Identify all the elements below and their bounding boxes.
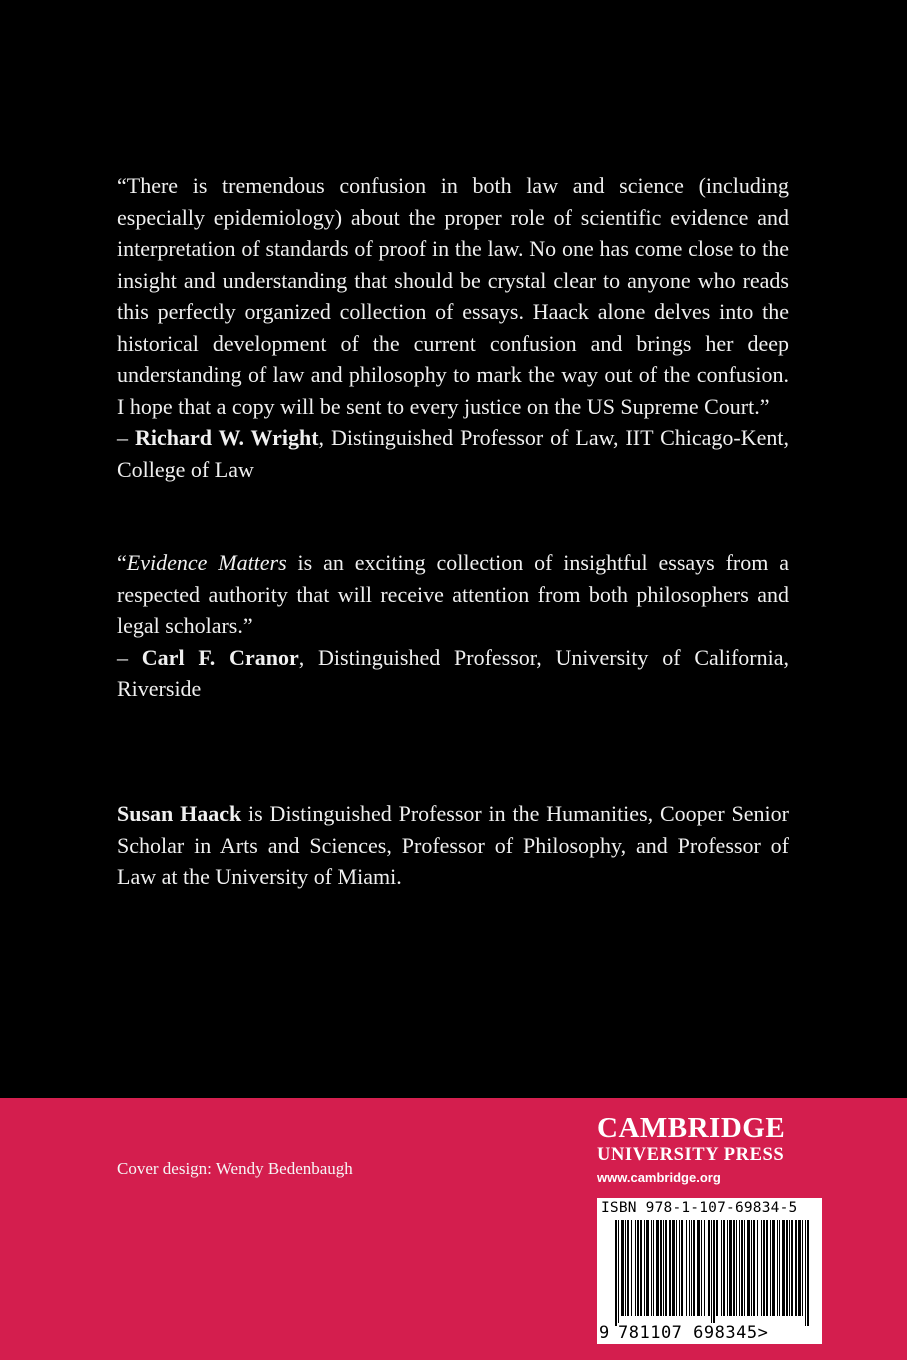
quote-2-affiliation: , Distinguished Professor, University of California, Riverside: [117, 644, 790, 701]
barcode-bar: [637, 1220, 639, 1316]
barcode-bars-icon: [597, 1220, 822, 1326]
barcode-bar: [625, 1220, 626, 1316]
barcode-bar: [729, 1220, 732, 1316]
isbn-label: ISBN 978-1-107-69834-5: [601, 1200, 798, 1216]
publisher-subtitle: UNIVERSITY PRESS: [597, 1145, 785, 1165]
barcode-bar: [757, 1220, 758, 1316]
barcode-bar: [686, 1220, 687, 1316]
quote-2-body: is an exciting collection of insightful essays from a respected authority that will receive attention from both philosophers and legal scholars.”: [117, 550, 789, 638]
barcode-bar: [721, 1220, 722, 1316]
barcode-bar: [669, 1220, 671, 1316]
barcode-bar: [660, 1220, 662, 1316]
barcode-first-digit: 9: [599, 1323, 610, 1343]
barcode-bar: [802, 1220, 803, 1316]
barcode-bar: [701, 1220, 702, 1316]
barcode-bar: [672, 1220, 675, 1316]
barcode-bar: [640, 1220, 642, 1316]
barcode-bar: [713, 1220, 715, 1326]
barcode-bar: [644, 1220, 645, 1316]
barcode-bar: [739, 1220, 740, 1316]
barcode-bar: [676, 1220, 677, 1316]
quote-2-dash: –: [117, 644, 142, 670]
barcode-bar: [786, 1220, 788, 1316]
barcode-bar: [736, 1220, 737, 1316]
quote-2-attribution: [117, 642, 789, 705]
barcode-bar: [770, 1220, 771, 1316]
barcode-bar: [795, 1220, 797, 1316]
barcode-bar: [798, 1220, 801, 1316]
endorsement-quote-1: [117, 170, 789, 485]
quote-1-text: “There is tremendous confusion in both law and science (including especially epidemiology) about the proper role of scientific evidence and interpretation of standards of proof in the law. No one has come close to the insight and understanding that should be crystal clear to anyone who reads this perfectly organized collection of essays. Haack alone delves into the historical development of the current confusion and brings her deep understanding of law and philosophy to mark the way out of the confusion. I hope that a copy will be sent to every justice on the US Supreme Court.”: [117, 173, 789, 419]
barcode-bar: [772, 1220, 775, 1316]
barcode-bar: [733, 1220, 735, 1316]
quote-1-dash: –: [117, 425, 135, 450]
barcode-bar: [681, 1220, 683, 1316]
barcode-bar: [747, 1220, 750, 1316]
barcode-bar: [663, 1220, 664, 1316]
barcode-bar: [653, 1220, 654, 1316]
barcode-bar: [679, 1220, 680, 1316]
barcode-bar: [782, 1220, 785, 1316]
quote-2-text: [117, 547, 789, 642]
barcode-bar: [753, 1220, 755, 1316]
barcode-bar: [751, 1220, 752, 1316]
barcode-bar: [656, 1220, 659, 1316]
barcode-bar: [621, 1220, 624, 1316]
barcode-bar: [665, 1220, 667, 1316]
barcode-bar: [689, 1220, 690, 1316]
barcode-bar: [704, 1220, 705, 1316]
author-bio: [117, 798, 789, 893]
quote-1-attribution: [117, 422, 789, 485]
publisher-url: www.cambridge.org: [597, 1170, 721, 1185]
barcode-bar: [711, 1220, 712, 1326]
barcode-bar: [777, 1220, 778, 1316]
barcode-bar: [627, 1220, 629, 1316]
barcode-bar: [727, 1220, 728, 1316]
barcode-bar: [708, 1220, 710, 1316]
barcode-bar: [789, 1220, 790, 1316]
barcode-bar: [691, 1220, 692, 1316]
barcode-bar: [805, 1220, 806, 1326]
barcode-bar: [651, 1220, 652, 1316]
barcode-bar: [744, 1220, 745, 1316]
quote-1-author: Richard W. Wright: [134, 425, 319, 450]
isbn-barcode: [597, 1198, 822, 1344]
barcode-bar: [693, 1220, 695, 1316]
quote-2-open: “: [117, 550, 127, 575]
quote-1-affiliation: , Distinguished Professor of Law, IIT Chicago-Kent, College of Law: [117, 425, 790, 482]
barcode-bar: [763, 1220, 765, 1316]
barcode-bar: [615, 1220, 617, 1326]
barcode-bar: [716, 1220, 718, 1316]
author-bio-body: is Distinguished Professor in the Humanities, Cooper Senior Scholar in Arts and Sciences, Professor of Philosophy, and Professor of Law at the University of Miami.: [117, 801, 789, 889]
cover-design-credit: Cover design: Wendy Bedenbaugh: [117, 1159, 353, 1178]
barcode-bar: [791, 1220, 793, 1316]
barcode-bar: [779, 1220, 780, 1316]
barcode-bar: [741, 1220, 743, 1316]
barcode-bar: [631, 1220, 632, 1316]
quote-2-author: Carl F. Cranor: [141, 644, 299, 670]
author-name: Susan Haack: [117, 801, 242, 826]
barcode-bar: [807, 1220, 809, 1326]
publisher-logo: [597, 1112, 825, 1185]
barcode-bar: [635, 1220, 636, 1316]
barcode-digit-text: 781107 698345: [618, 1323, 758, 1343]
author-bio-text: [117, 798, 789, 893]
barcode-bar: [723, 1220, 725, 1316]
barcode-bar: [697, 1220, 700, 1316]
barcode-bar: [646, 1220, 649, 1316]
barcode-digit-groups: [618, 1323, 768, 1343]
barcode-marker: >: [757, 1323, 769, 1343]
barcode-bar: [761, 1220, 762, 1316]
book-title: Evidence Matters: [126, 550, 287, 575]
publisher-name: CAMBRIDGE: [597, 1112, 786, 1144]
endorsement-quote-2: [117, 547, 789, 705]
barcode-bar: [766, 1220, 768, 1316]
barcode-bar: [618, 1220, 619, 1326]
